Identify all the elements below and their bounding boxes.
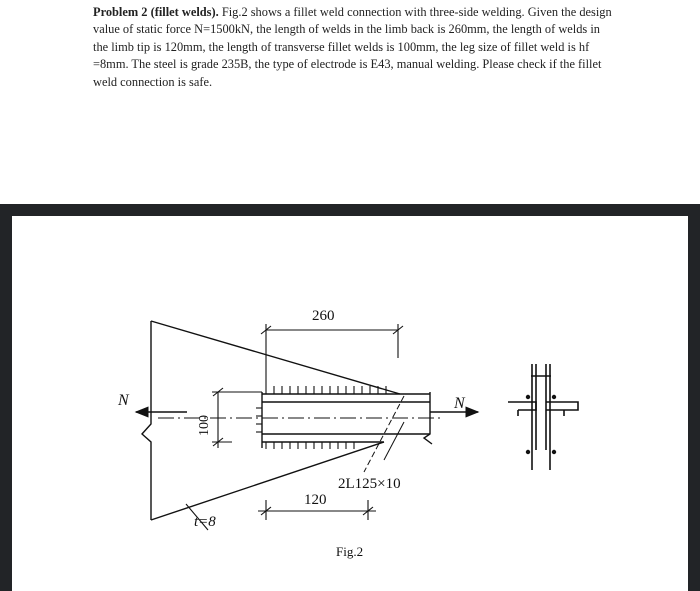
angle-leader: [384, 422, 404, 460]
problem-statement: [93, 4, 613, 91]
angle-section-label: 2L125×10: [338, 476, 401, 492]
page-separator: [0, 204, 700, 216]
plate-thickness-label: t=8: [194, 514, 216, 530]
dim-260: [261, 324, 403, 386]
weld-dots: [526, 395, 556, 454]
cross-section-view: [508, 364, 578, 470]
left-border: [0, 204, 12, 591]
dim-100-label: 100: [197, 415, 212, 436]
problem-page: [0, 0, 700, 204]
fillet-weld-figure: [12, 216, 688, 591]
figure-caption: Fig.2: [336, 544, 364, 559]
problem-heading: Problem 2 (fillet welds).: [93, 5, 219, 19]
right-border: [688, 204, 700, 591]
angle-section: [262, 392, 432, 448]
dim-120-label: 120: [304, 492, 327, 508]
force-label-left: N: [118, 392, 129, 409]
dim-260-label: 260: [312, 308, 335, 324]
force-label-right: N: [454, 395, 465, 412]
problem-body: Fig.2 shows a fillet weld connection with three-side welding. Given the design value of static force N=1500kN, the length of welds in the limb back is 260mm, the length of welds in the limb tip is 120mm, the length of transverse fillet welds is 100mm, the leg size of fillet weld is hf =8mm. The steel is grade 235B, the type of electrode is E43, manual welding. Please check if the fillet weld connection is safe.: [93, 5, 612, 89]
figure-page: [12, 216, 688, 591]
